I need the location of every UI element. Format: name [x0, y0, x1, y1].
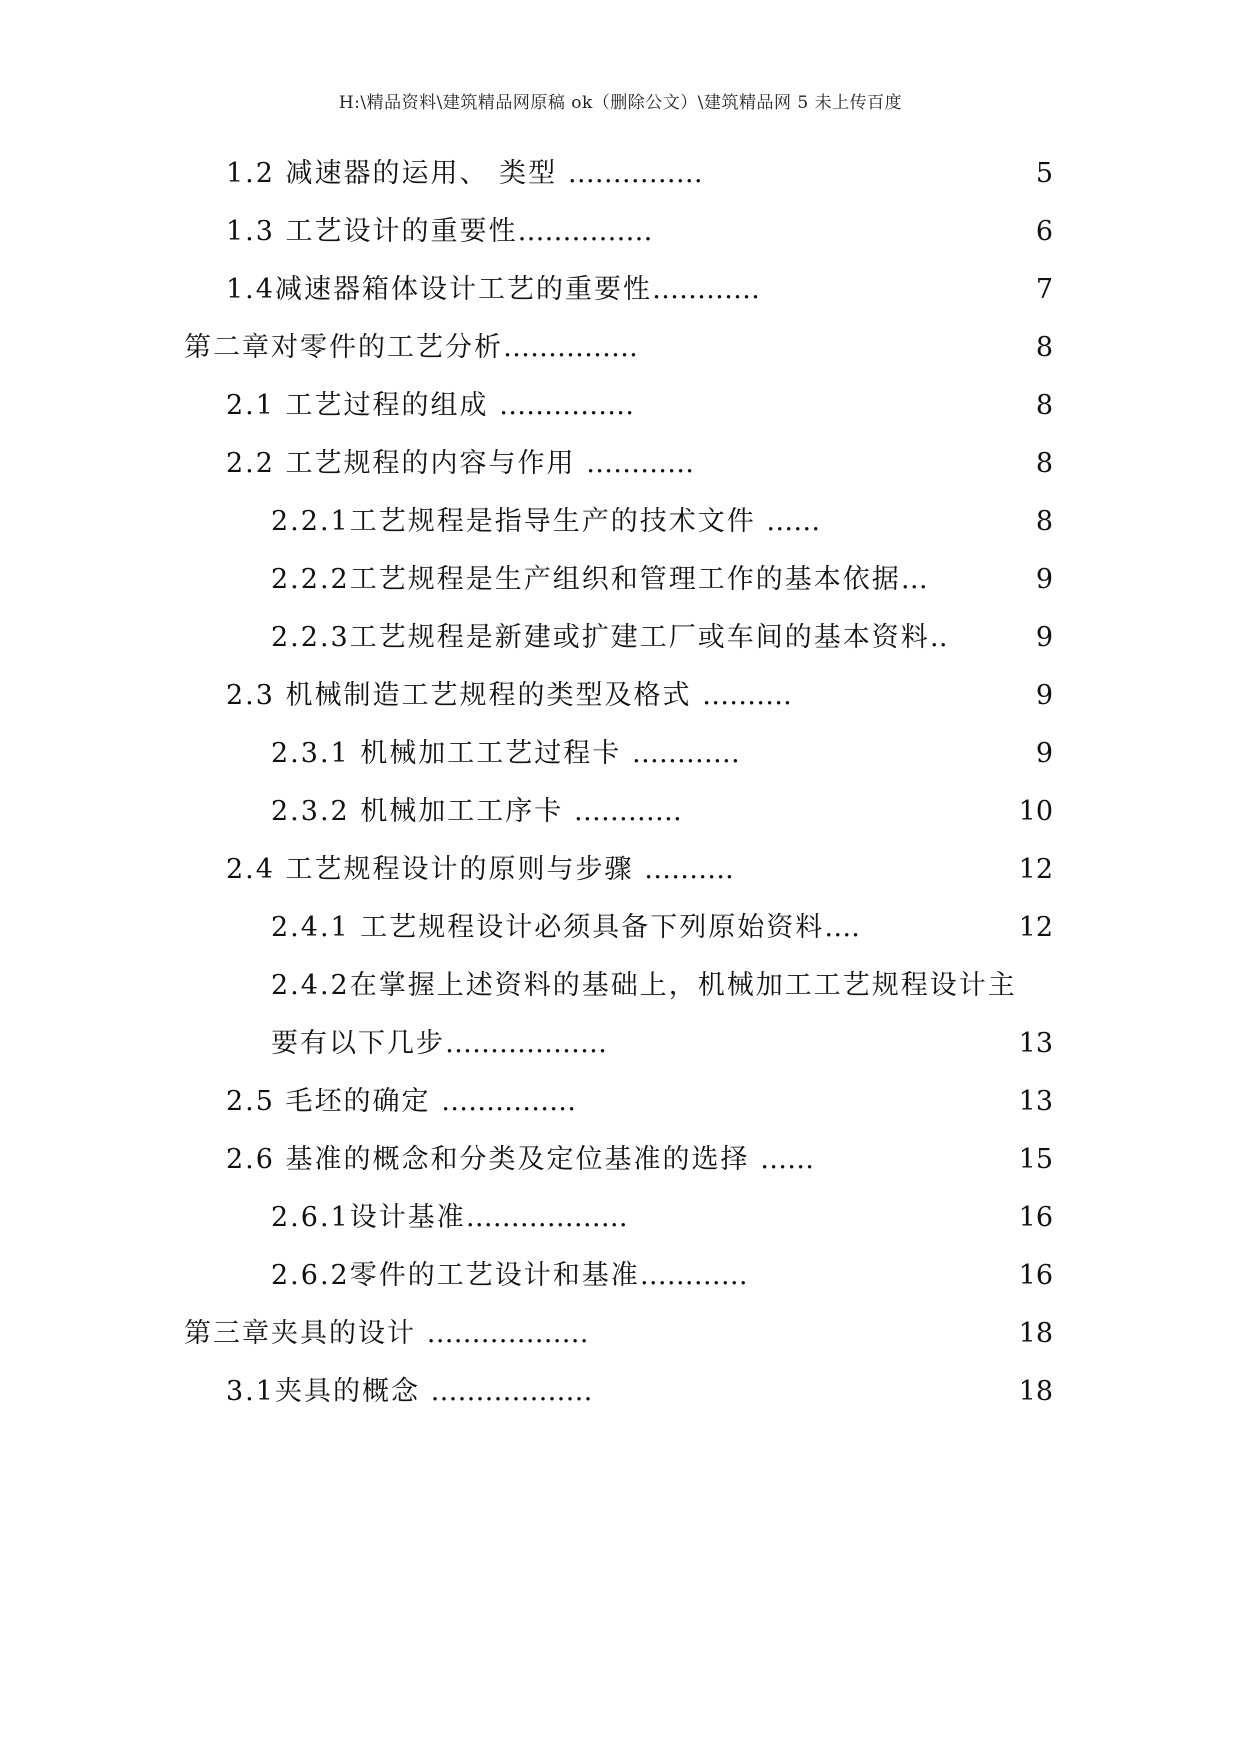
toc-entry[interactable] [226, 1372, 593, 1412]
toc-leader-dots: …………… [503, 332, 638, 363]
toc-entry-title: 2.2.3工艺规程是新建或扩建工厂或车间的基本资料 [271, 622, 930, 653]
toc-leader-dots: ………… [586, 448, 695, 479]
toc-entry-title: 2.2.2工艺规程是生产组织和管理工作的基本依据 [271, 564, 901, 595]
toc-entry-title: 2.5 毛坯的确定 [226, 1086, 442, 1117]
toc-leader-dots: …………… [499, 390, 635, 421]
toc-subentry[interactable] [271, 734, 740, 774]
toc-page-number: 13 [1018, 1086, 1053, 1117]
toc-entry-title: 2.4.2在掌握上述资料的基础上，机械加工工艺规程设计主 [271, 970, 1017, 1001]
toc-page-number: 9 [1035, 564, 1053, 595]
toc-entry-title: 2.3.1 机械加工工艺过程卡 [271, 738, 632, 769]
toc-leader-dots: ………. [644, 854, 734, 885]
toc-page-number: 6 [1035, 216, 1053, 247]
toc-entry-title: 2.6 基准的概念和分类及定位基准的选择 [226, 1144, 761, 1175]
toc-entry-title: 2.4.1 工艺规程设计必须具备下列原始资料 [271, 912, 825, 943]
toc-subentry[interactable] [271, 560, 928, 600]
toc-page-number: 16 [1018, 1202, 1053, 1233]
toc-entry-title: 2.2 工艺规程的内容与作用 [226, 448, 587, 479]
toc-entry-title: 2.1 工艺过程的组成 [226, 390, 500, 421]
toc-leader-dots: ………… [639, 1260, 748, 1291]
toc-entry[interactable] [226, 676, 792, 716]
toc-entry-title: 第三章夹具的设计 [184, 1318, 427, 1349]
toc-entry-title: 3.1夹具的概念 [226, 1376, 431, 1407]
toc-leader-dots: ‥ [929, 622, 948, 653]
toc-entry-title: 1.2 减速器的运用、 类型 [226, 158, 568, 189]
toc-subentry[interactable] [271, 1198, 628, 1238]
toc-entry-title: 2.4 工艺规程设计的原则与步骤 [226, 854, 645, 885]
toc-leader-dots: …… [760, 1144, 815, 1175]
toc-entry-title: 第二章对零件的工艺分析 [184, 332, 503, 363]
toc-page-number: 13 [1018, 1028, 1053, 1059]
toc-entry-title: 1.3 工艺设计的重要性 [226, 216, 518, 247]
toc-page-number: 8 [1035, 448, 1053, 479]
toc-page-number: 8 [1035, 390, 1053, 421]
toc-subentry[interactable] [271, 618, 948, 658]
toc-leader-dots: …. [824, 912, 860, 943]
toc-leader-dots: ……………… [465, 1202, 628, 1233]
toc-subentry[interactable] [271, 966, 1017, 1006]
toc-page-number: 12 [1018, 854, 1053, 885]
toc-page-number: 7 [1035, 274, 1053, 305]
toc-page-number: 9 [1035, 622, 1053, 653]
toc-entry-title: 2.6.2零件的工艺设计和基准 [271, 1260, 640, 1291]
toc-leader-dots: …… [766, 506, 821, 537]
toc-entry[interactable] [226, 444, 694, 484]
toc-leader-dots: …………… [567, 158, 703, 189]
toc-leader-dots: ……………… [430, 1376, 593, 1407]
toc-chapter-entry[interactable] [184, 328, 638, 368]
toc-chapter-entry[interactable] [184, 1314, 589, 1354]
toc-page-number: 8 [1035, 506, 1053, 537]
toc-entry[interactable] [226, 212, 653, 252]
toc-leader-dots: ………… [651, 274, 760, 305]
toc-subentry[interactable] [271, 502, 820, 542]
toc-subentry-continuation[interactable] [271, 1024, 607, 1064]
toc-entry[interactable] [226, 154, 703, 194]
toc-leader-dots: ……………… [445, 1028, 607, 1059]
header-file-path: H:\精品资料\建筑精品网原稿 ok（删除公文）\建筑精品网 5 未上传百度 [338, 93, 903, 113]
toc-page-number: 12 [1018, 912, 1053, 943]
toc-page-number: 15 [1018, 1144, 1053, 1175]
toc-page-number: 18 [1018, 1318, 1053, 1349]
toc-leader-dots: …………… [517, 216, 653, 247]
toc-entry-title: 2.2.1工艺规程是指导生产的技术文件 [271, 506, 767, 537]
toc-leader-dots: …………… [441, 1086, 577, 1117]
toc-page-number: 9 [1035, 738, 1053, 769]
toc-page-number: 10 [1018, 796, 1053, 827]
toc-subentry[interactable] [271, 1256, 748, 1296]
toc-entry-title: 2.6.1设计基准 [271, 1202, 466, 1233]
toc-entry-title: 1.4减速器箱体设计工艺的重要性 [226, 274, 652, 305]
toc-page-number: 5 [1035, 158, 1053, 189]
toc-page-number: 9 [1035, 680, 1053, 711]
toc-subentry[interactable] [271, 792, 682, 832]
toc-entry[interactable] [226, 850, 734, 890]
toc-entry-title: 2.3 机械制造工艺规程的类型及格式 [226, 680, 703, 711]
toc-entry-title: 要有以下几步 [271, 1028, 445, 1059]
toc-subentry[interactable] [271, 908, 860, 948]
toc-entry-title: 2.3.2 机械加工工序卡 [271, 796, 574, 827]
toc-entry[interactable] [226, 1140, 814, 1180]
toc-leader-dots: ………. [702, 680, 792, 711]
toc-entry[interactable] [226, 270, 760, 310]
toc-leader-dots: ………… [631, 738, 740, 769]
toc-page-number: 8 [1035, 332, 1053, 363]
toc-page-number: 16 [1018, 1260, 1053, 1291]
toc-page-number: 18 [1018, 1376, 1053, 1407]
toc-entry[interactable] [226, 1082, 576, 1122]
toc-leader-dots: … [900, 564, 928, 595]
toc-leader-dots: ……………… [426, 1318, 589, 1349]
toc-leader-dots: ………… [573, 796, 682, 827]
toc-entry[interactable] [226, 386, 634, 426]
